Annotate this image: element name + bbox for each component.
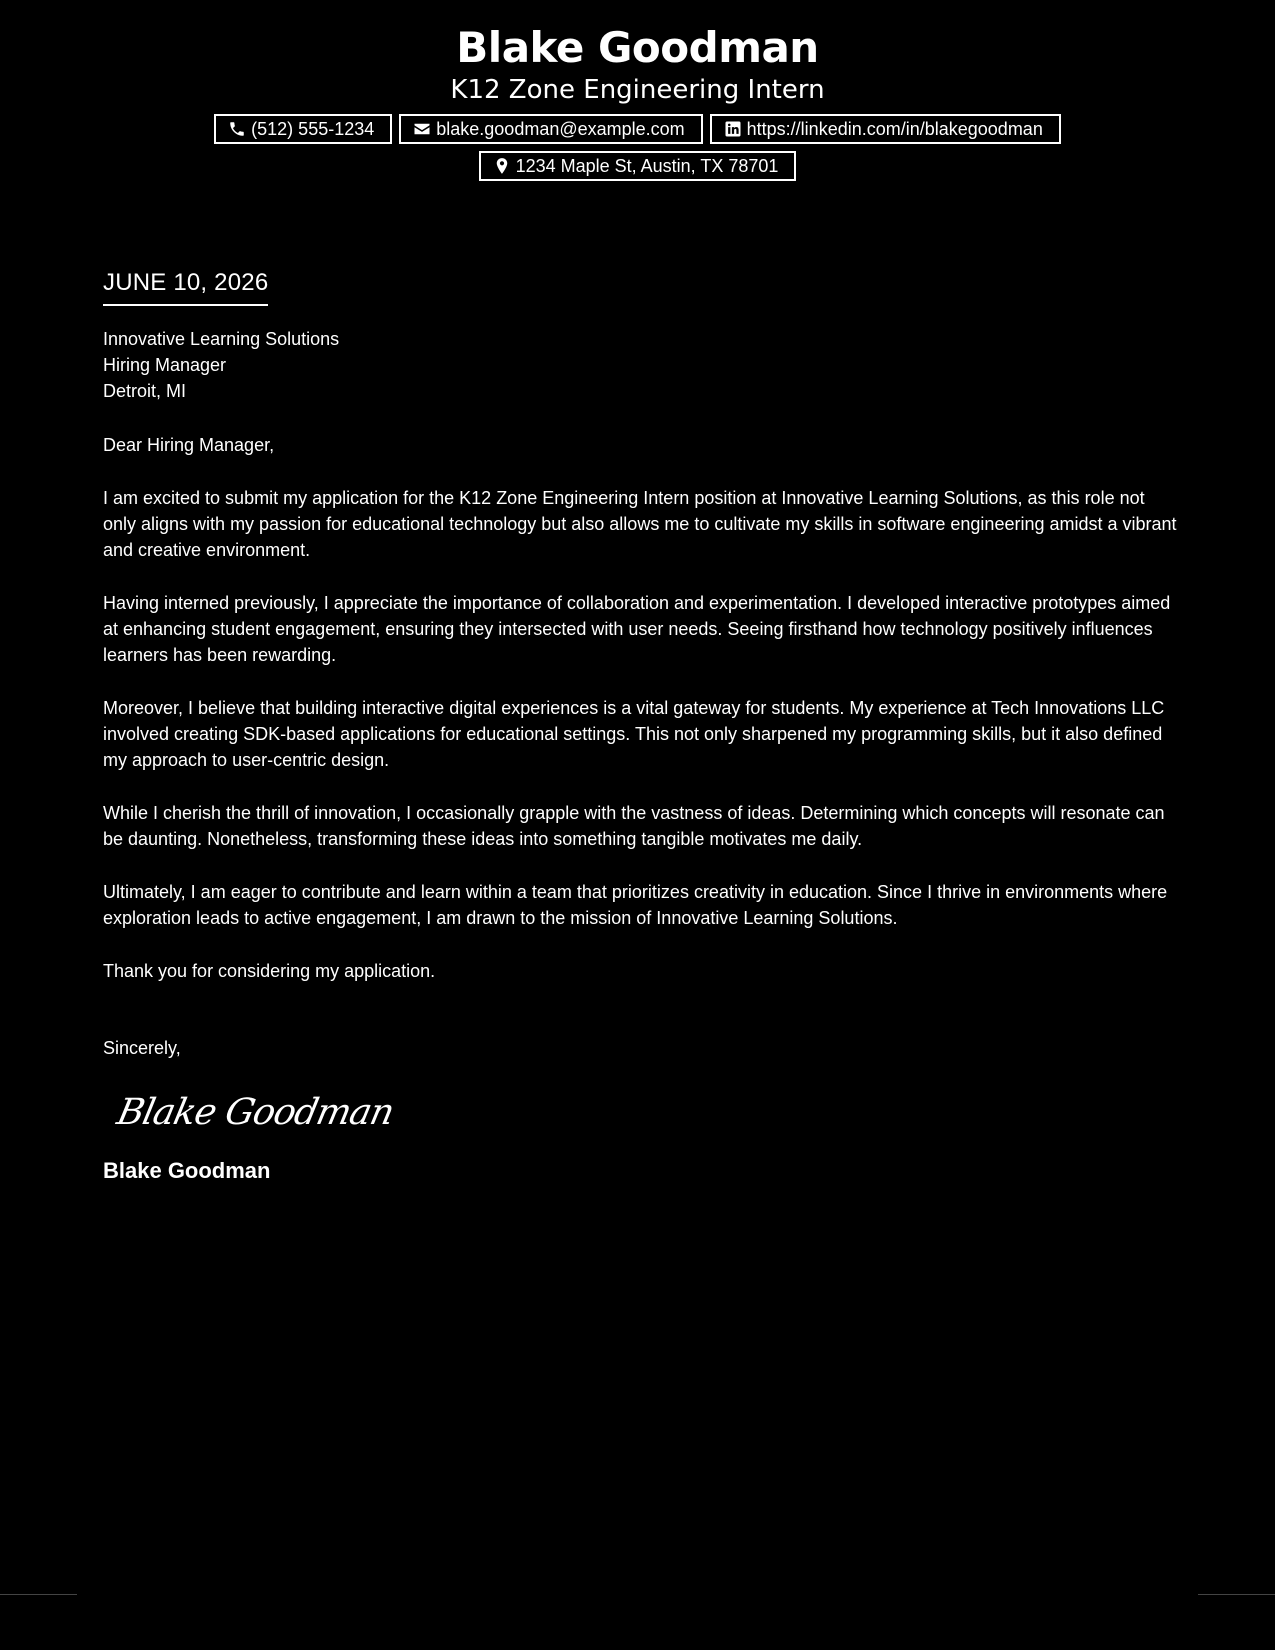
recipient-block [103,326,1178,404]
letter-header [0,22,1275,181]
salutation: Dear Hiring Manager, [103,435,275,455]
recipient-location: Detroit, MI [103,381,187,401]
linkedin-text: https://linkedin.com/in/blakegoodman [746,119,1043,139]
address-contact [479,151,797,181]
footer-rule-right [1198,1594,1275,1595]
linkedin-contact[interactable] [710,114,1061,144]
paragraph-2: Having interned previously, I appreciate the importance of collaboration and experimentation. I developed interactive prototypes aimed at enhancing student engagement, ensuring they intersected with user needs. Seeing firsthand how technology positively influences learners has been rewarding. [103,593,1171,665]
recipient-company: Innovative Learning Solutions [103,329,340,349]
paragraph-5: Ultimately, I am eager to contribute and learn within a team that prioritizes creativity in education. Since I thrive in environments where exploration leads to active engagement, I am drawn to the mission of Innovative Learning Solutions. [103,882,1168,928]
envelope-icon [413,120,431,138]
email-text: blake.goodman@example.com [436,119,685,139]
closing: Sincerely, [103,1038,181,1058]
phone-text: (512) 555-1234 [251,119,375,139]
contact-row-1 [0,114,1275,144]
address-text: 1234 Maple St, Austin, TX 78701 [515,156,779,176]
job-title: K12 Zone Engineering Intern [450,75,825,105]
linkedin-icon [724,120,742,138]
paragraph-3: Moreover, I believe that building interactive digital experiences is a vital gateway for students. My experience at Tech Innovations LLC involved creating SDK-based applications for educational settings. This not only sharpened my programming skills, but it also defined my approach to user-centric design. [103,698,1165,770]
paragraph-1: I am excited to submit my application for the K12 Zone Engineering Intern position at Innovative Learning Solutions, as this role not only aligns with my passion for educational technology but also allows me to cultivate my skills in software engineering amidst a vibrant and creative environment. [103,488,1177,560]
paragraph-4: While I cherish the thrill of innovation, I occasionally grapple with the vastness of ideas. Determining which concepts will resonate can be daunting. Nonetheless, transforming these ideas into something tangible motivates me daily. [103,803,1165,849]
footer-rule-left [0,1594,77,1595]
recipient-role: Hiring Manager [103,355,227,375]
letter-body [103,268,1178,1185]
signature: Blake Goodman [113,1092,398,1133]
contact-row-2 [0,151,1275,181]
letter-date: JUNE 10, 2026 [103,268,268,306]
signer-name: Blake Goodman [103,1158,271,1183]
map-marker-icon [493,157,511,175]
phone-icon [228,120,246,138]
phone-contact[interactable] [214,114,392,144]
email-contact[interactable] [399,114,702,144]
applicant-name: Blake Goodman [456,23,819,72]
paragraph-6: Thank you for considering my application. [103,961,436,981]
